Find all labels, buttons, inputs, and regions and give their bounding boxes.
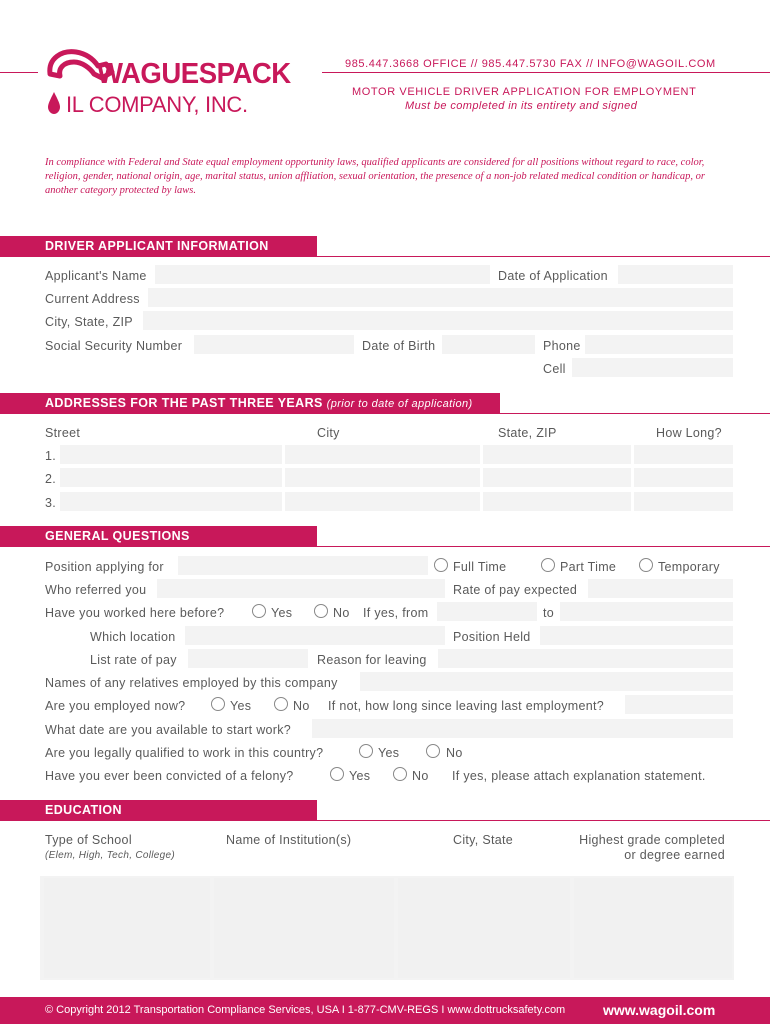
address-1-city-field[interactable] — [285, 445, 480, 464]
which-location-field[interactable] — [185, 626, 445, 645]
position-held-label: Position Held — [453, 630, 531, 644]
legally-no-label: No — [446, 746, 463, 760]
type-school-note: (Elem, High, Tech, College) — [45, 850, 176, 861]
employed-now-label: Are you employed now? — [45, 699, 186, 713]
felony-no-radio[interactable] — [393, 767, 407, 781]
city-state-zip-field[interactable] — [143, 311, 733, 330]
referred-field[interactable] — [157, 579, 445, 598]
header-rule-left — [0, 72, 38, 73]
referred-label: Who referred you — [45, 583, 147, 597]
logo-line-1: WAGUESPACK — [97, 58, 291, 90]
education-type-cell[interactable] — [44, 878, 210, 978]
employed-now-no-radio[interactable] — [274, 697, 288, 711]
city-state-zip-label: City, State, ZIP — [45, 315, 133, 329]
date-of-application-field[interactable] — [618, 265, 733, 284]
if-yes-from-label: If yes, from — [363, 606, 429, 620]
logo-line-2: IL COMPANY, INC. — [66, 92, 248, 117]
section-heading-general: GENERAL QUESTIONS — [0, 526, 317, 547]
education-city-cell[interactable] — [398, 878, 570, 978]
relatives-label: Names of any relatives employed by this company — [45, 676, 338, 690]
header-rule-right — [322, 72, 770, 73]
type-school-label: Type of School — [45, 833, 132, 847]
address-row-number: 1. — [45, 449, 57, 463]
address-1-duration-field[interactable] — [634, 445, 733, 464]
reason-leaving-field[interactable] — [438, 649, 733, 668]
worked-before-yes-radio[interactable] — [252, 604, 266, 618]
phone-field[interactable] — [585, 335, 733, 354]
dob-label: Date of Birth — [362, 339, 436, 353]
applicant-name-label: Applicant's Name — [45, 269, 147, 283]
address-3-street-field[interactable] — [60, 492, 282, 511]
reason-leaving-label: Reason for leaving — [317, 653, 427, 667]
cell-label: Cell — [543, 362, 566, 376]
address-3-city-field[interactable] — [285, 492, 480, 511]
list-rate-field[interactable] — [188, 649, 308, 668]
address-1-state-field[interactable] — [483, 445, 631, 464]
contact-info: 985.447.3668 OFFICE // 985.447.5730 FAX // INFO@WAGOIL.COM — [345, 58, 716, 70]
list-rate-label: List rate of pay — [90, 653, 177, 667]
institution-label: Name of Institution(s) — [226, 833, 352, 847]
footer-copyright: © Copyright 2012 Transportation Compliance Services, USA I 1-877-CMV-REGS I www.dottrucksafety.com — [45, 1004, 566, 1016]
address-2-state-field[interactable] — [483, 468, 631, 487]
employed-now-yes-radio[interactable] — [211, 697, 225, 711]
relatives-field[interactable] — [360, 672, 733, 691]
which-location-label: Which location — [90, 630, 176, 644]
full-time-label: Full Time — [453, 560, 507, 574]
address-3-duration-field[interactable] — [634, 492, 733, 511]
ssn-field[interactable] — [194, 335, 354, 354]
legally-qualified-label: Are you legally qualified to work in this country? — [45, 746, 324, 760]
address-row-number: 3. — [45, 496, 57, 510]
felony-label: Have you ever been convicted of a felony? — [45, 769, 294, 783]
address-3-state-field[interactable] — [483, 492, 631, 511]
temporary-radio[interactable] — [639, 558, 653, 572]
if-not-field[interactable] — [625, 695, 733, 714]
if-not-label: If not, how long since leaving last employment? — [328, 699, 605, 713]
address-2-city-field[interactable] — [285, 468, 480, 487]
address-row-number: 2. — [45, 472, 57, 486]
cell-field[interactable] — [572, 358, 733, 377]
to-label: to — [543, 606, 555, 620]
state-zip-column-label: State, ZIP — [498, 426, 557, 440]
felony-note: If yes, please attach explanation statement. — [452, 769, 706, 783]
addresses-heading-note: (prior to date of application) — [326, 398, 473, 410]
employed-now-yes-label: Yes — [230, 699, 252, 713]
how-long-column-label: How Long? — [656, 426, 722, 440]
section-heading-driver: DRIVER APPLICANT INFORMATION — [0, 236, 317, 257]
part-time-label: Part Time — [560, 560, 617, 574]
section-heading-education: EDUCATION — [0, 800, 317, 821]
position-field[interactable] — [178, 556, 428, 575]
street-column-label: Street — [45, 426, 81, 440]
worked-before-yes-label: Yes — [271, 606, 293, 620]
rate-expected-field[interactable] — [588, 579, 733, 598]
address-2-duration-field[interactable] — [634, 468, 733, 487]
legally-yes-label: Yes — [378, 746, 400, 760]
temporary-label: Temporary — [658, 560, 720, 574]
ssn-label: Social Security Number — [45, 339, 183, 353]
address-2-street-field[interactable] — [60, 468, 282, 487]
highest-grade-label — [560, 833, 725, 863]
employed-now-no-label: No — [293, 699, 310, 713]
phone-label: Phone — [543, 339, 581, 353]
city-state-label: City, State — [453, 833, 514, 847]
felony-yes-radio[interactable] — [330, 767, 344, 781]
dob-field[interactable] — [442, 335, 535, 354]
footer-website: www.wagoil.com — [603, 1002, 716, 1018]
date-of-application-label: Date of Application — [498, 269, 608, 283]
education-institution-cell[interactable] — [214, 878, 394, 978]
form-subtitle: Must be completed in its entirety and signed — [405, 100, 638, 112]
section-heading-addresses — [0, 393, 500, 414]
part-time-radio[interactable] — [541, 558, 555, 572]
highest-grade-line-1: Highest grade completed — [579, 833, 725, 847]
oil-drop-icon — [48, 92, 60, 114]
worked-from-field[interactable] — [437, 602, 537, 621]
worked-before-no-radio[interactable] — [314, 604, 328, 618]
address-1-street-field[interactable] — [60, 445, 282, 464]
worked-before-no-label: No — [333, 606, 350, 620]
full-time-radio[interactable] — [434, 558, 448, 572]
education-grade-cell[interactable] — [574, 878, 732, 978]
start-date-field[interactable] — [312, 719, 733, 738]
addresses-heading-text: ADDRESSES FOR THE PAST THREE YEARS — [45, 396, 323, 410]
legally-yes-radio[interactable] — [359, 744, 373, 758]
position-label: Position applying for — [45, 560, 164, 574]
current-address-field[interactable] — [148, 288, 733, 307]
form-title: MOTOR VEHICLE DRIVER APPLICATION FOR EMPLOYMENT — [352, 86, 697, 98]
worked-to-field[interactable] — [560, 602, 733, 621]
legally-no-radio[interactable] — [426, 744, 440, 758]
city-column-label: City — [317, 426, 340, 440]
current-address-label: Current Address — [45, 292, 140, 306]
highest-grade-line-2: or degree earned — [624, 848, 725, 862]
worked-before-label: Have you worked here before? — [45, 606, 225, 620]
felony-no-label: No — [412, 769, 429, 783]
start-date-label: What date are you available to start work? — [45, 723, 292, 737]
applicant-name-field[interactable] — [155, 265, 490, 284]
position-held-field[interactable] — [540, 626, 733, 645]
felony-yes-label: Yes — [349, 769, 371, 783]
rate-expected-label: Rate of pay expected — [453, 583, 578, 597]
eeo-notice: In compliance with Federal and State equal employment opportunity laws, qualified applicants are considered for all positions without regard to race, color, religion, gender, national origin, age, marital status, union affliation, sexual orientation, the presence of a non-job related medical condition or handicap, or another category protected by laws. — [45, 157, 705, 196]
